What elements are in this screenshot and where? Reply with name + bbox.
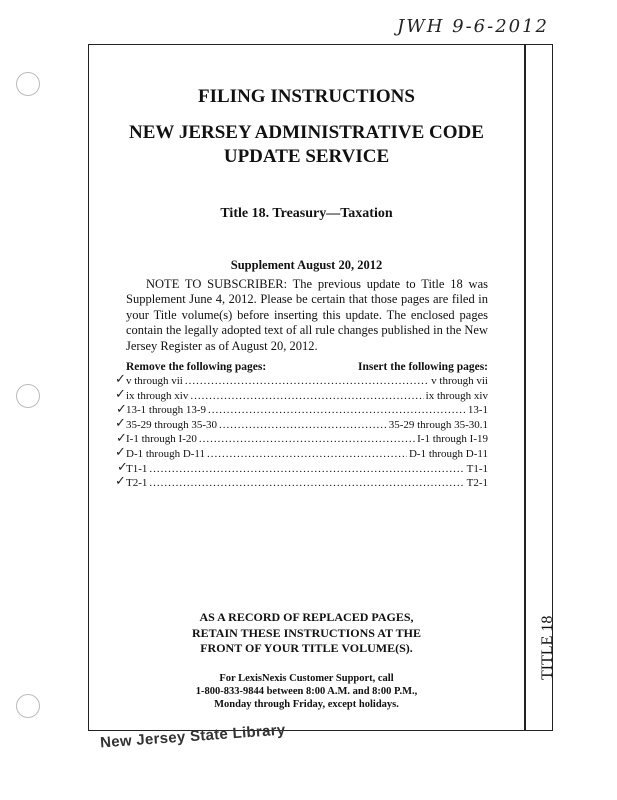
- checkmark-icon: ✓: [116, 431, 127, 446]
- table-row: [126, 374, 488, 389]
- insert-pages: 13-1: [467, 404, 488, 417]
- remove-pages: ix through xiv: [126, 389, 189, 402]
- checkmark-icon: ✓: [115, 372, 126, 387]
- document-title: FILING INSTRUCTIONS: [198, 86, 415, 107]
- handwritten-note: JWH 9-6-2012: [397, 16, 550, 37]
- remove-pages: 13-1 through 13-9: [126, 404, 207, 417]
- subtitle-line-2: UPDATE SERVICE: [223, 146, 390, 167]
- record-line-2: RETAIN THESE INSTRUCTIONS AT THE: [192, 625, 421, 640]
- insert-pages: D-1 through D-11: [408, 447, 488, 460]
- remove-pages: I-1 through I-20: [126, 433, 197, 446]
- table-row: [126, 447, 488, 462]
- support-line-3: Monday through Friday, except holidays.: [214, 699, 399, 710]
- supplement-date: Supplement August 20, 2012: [230, 258, 383, 272]
- table-row: [126, 418, 488, 433]
- support-line-2: 1-800-833-9844 between 8:00 A.M. and 8:00 P.M.,: [195, 686, 418, 697]
- title-tab-label: TITLE 18: [539, 615, 556, 680]
- remove-pages: v through vii: [126, 375, 183, 387]
- title-name: Title 18. Treasury—Taxation: [220, 206, 393, 221]
- insert-pages: T2-1: [466, 477, 488, 490]
- insert-header: Insert the following pages:: [357, 361, 488, 373]
- punch-hole: [16, 384, 40, 408]
- insert-pages: 35-29 through 35-30.1: [388, 418, 488, 431]
- pages-table-header: [126, 361, 488, 373]
- punch-hole: [16, 694, 40, 718]
- table-row: [126, 476, 488, 491]
- remove-header: Remove the following pages:: [126, 361, 267, 373]
- remove-pages: D-1 through D-11: [126, 447, 206, 460]
- record-line-3: FRONT OF YOUR TITLE VOLUME(S).: [200, 641, 413, 655]
- checkmark-icon: ✓: [115, 416, 126, 431]
- record-instructions: [88, 610, 525, 657]
- table-row: [126, 389, 488, 404]
- table-row: [126, 462, 488, 477]
- checkmark-icon: ✓: [117, 460, 128, 475]
- checkmark-icon: ✓: [115, 387, 126, 402]
- remove-pages: T1-1: [126, 462, 148, 475]
- table-row: [126, 403, 488, 418]
- remove-pages: 35-29 through 35-30: [126, 418, 218, 431]
- insert-pages: v through vii: [431, 375, 488, 387]
- record-line-1: AS A RECORD OF REPLACED PAGES,: [199, 610, 414, 624]
- subscriber-note: NOTE TO SUBSCRIBER: The previous update to Title 18 was Supplement June 4, 2012. Please be certain that those pages are filed in your Title volume(s) before inserting this update. The enclosed pages contain the legally adopted text of all rule changes published in the New Jersey Register as of August 20, 2012.: [126, 277, 488, 353]
- insert-pages: T1-1: [466, 462, 488, 475]
- insert-pages: I-1 through I-19: [417, 433, 488, 446]
- pages-table: [126, 374, 488, 491]
- document-subtitle: [88, 121, 525, 169]
- checkmark-icon: ✓: [116, 402, 127, 417]
- remove-pages: T2-1: [126, 477, 148, 490]
- checkmark-icon: ✓: [115, 474, 126, 489]
- table-row: [126, 432, 488, 447]
- support-line-1: For LexisNexis Customer Support, call: [219, 673, 394, 684]
- subtitle-line-1: NEW JERSEY ADMINISTRATIVE CODE: [129, 122, 484, 143]
- insert-pages: ix through xiv: [425, 389, 488, 402]
- checkmark-icon: ✓: [115, 445, 126, 460]
- punch-hole: [16, 72, 40, 96]
- library-stamp: New Jersey State Library: [99, 721, 286, 752]
- customer-support: [88, 672, 525, 711]
